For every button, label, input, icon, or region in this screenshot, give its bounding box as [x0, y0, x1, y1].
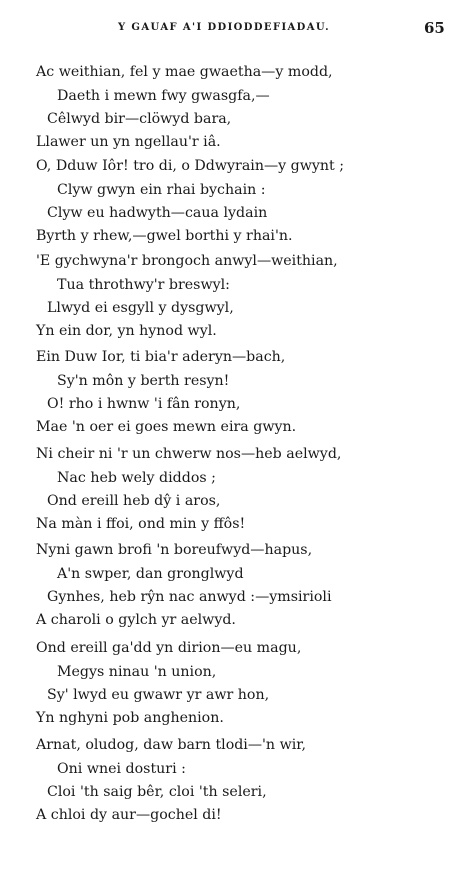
verse-line: Mae 'n oer ei goes mewn eira gwyn. [36, 418, 297, 435]
verse-line: Byrth y rhew,—gwel borthi y rhai'n. [36, 227, 293, 244]
verse-line: Ond ereill heb dŷ i aros, [47, 492, 221, 509]
verse-line: Ac weithian, fel y mae gwaetha—y modd, [36, 64, 333, 80]
verse-line: Nac heb wely diddos ; [57, 469, 216, 486]
verse-line: Yn ein dor, yn hynod wyl. [36, 322, 217, 339]
verse-line: A charoli o gylch yr aelwyd. [36, 611, 236, 628]
verse-line: Sy' lwyd eu gwawr yr awr hon, [47, 686, 270, 703]
verse-line: 'E gychwyna'r brongoch anwyl—weithian, [36, 253, 338, 269]
verse-line: Cêlwyd bir—clöwyd bara, [47, 110, 232, 127]
verse-line: O, Dduw Iôr! tro di, o Ddwyrain—y gwynt ; [36, 158, 345, 174]
verse-line: A'n swper, dan gronglwyd [57, 565, 244, 582]
verse-line: Na màn i ffoi, ond min y ffôs! [36, 515, 246, 532]
verse-line: Llawer un yn ngellau'r iâ. [36, 133, 221, 150]
verse-line: Clyw gwyn ein rhai bychain : [57, 181, 266, 198]
running-header [0, 19, 466, 38]
verse-line: Ond ereill ga'dd yn dirion—eu magu, [36, 640, 302, 656]
verse-line: O! rho i hwnw 'i fân ronyn, [47, 395, 241, 412]
page-number: 65 [424, 19, 445, 37]
verse-line: Ein Duw Ior, ti bia'r aderyn—bach, [36, 349, 286, 365]
verse-line: Tua throthwy'r breswyl: [57, 276, 230, 293]
verse-line: Yn nghyni pob anghenion. [36, 709, 224, 726]
verse-line: A chloi dy aur—gochel di! [36, 806, 222, 823]
verse-line: Llwyd ei esgyll y dysgwyl, [47, 299, 234, 316]
verse-line: Nyni gawn brofi 'n boreufwyd—hapus, [36, 542, 313, 558]
verse-line: Gynhes, heb rŷn nac anwyd :—ymsirioli [47, 588, 332, 605]
verse-line: Sy'n môn y berth resyn! [57, 372, 230, 389]
verse-line: Daeth i mewn fwy gwasgfa,— [57, 87, 270, 104]
verse-line: Ni cheir ni 'r un chwerw nos—heb aelwyd, [36, 446, 342, 462]
verse-line: Oni wnei dosturi : [57, 760, 186, 777]
running-title: Y GAUAF A'I DDIODDEFIADAU. [118, 22, 331, 33]
verse-line: Arnat, oludog, daw barn tlodi—'n wir, [36, 737, 306, 753]
verse-line: Cloi 'th saig bêr, cloi 'th seleri, [47, 783, 267, 800]
verse-line: Clyw eu hadwyth—caua lydain [47, 204, 268, 221]
verse-line: Megys ninau 'n union, [57, 663, 217, 680]
